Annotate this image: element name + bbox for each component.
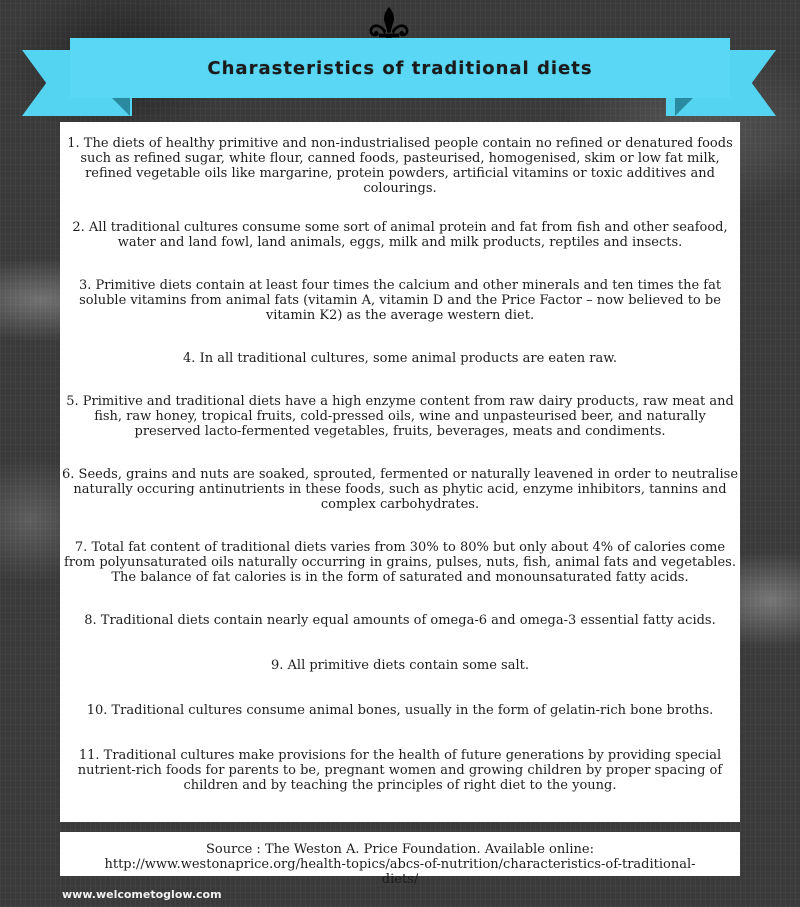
- point-7: 7. Total fat content of traditional diets varies from 30% to 80% but only about 4% of calories come from polyunsaturated oils naturally occurring in grains, pulses, nuts, fish, animal fats and vegetables. The balance of fat calories is in the form of saturated and monounsaturated fatty acids.: [64, 540, 736, 585]
- point-11: 11. Traditional cultures make provisions for the health of future generations by providing special nutrient-rich foods for parents to be, pregnant women and growing children by proper spacing of children and by teaching the principles of right diet to the young.: [77, 748, 723, 793]
- content-panel: [60, 122, 740, 822]
- point-10: 10. Traditional cultures consume animal bones, usually in the form of gelatin-rich bone broths.: [86, 703, 714, 718]
- page-title: Charasteristics of traditional diets: [207, 57, 593, 79]
- point-5: 5. Primitive and traditional diets have a high enzyme content from raw dairy products, raw meat and fish, raw honey, tropical fruits, cold-pressed oils, wine and unpasteurised beer, and naturally preserved lacto-fermented vegetables, fruits, beverages, meats and condiments.: [66, 394, 734, 439]
- point-3: 3. Primitive diets contain at least four times the calcium and other minerals and ten times the fat soluble vitamins from animal fats (vitamin A, vitamin D and the Price Factor – now believed to be vitamin K2) as the average western diet.: [78, 278, 722, 323]
- point-2: 2. All traditional cultures consume some sort of animal protein and fat from fish and other seafood, water and land fowl, land animals, eggs, milk and milk products, reptiles and insects.: [72, 220, 728, 250]
- title-banner: [70, 38, 730, 98]
- point-8: 8. Traditional diets contain nearly equal amounts of omega-6 and omega-3 essential fatty acids.: [84, 613, 716, 628]
- point-9: 9. All primitive diets contain some salt.: [270, 658, 529, 673]
- point-1: 1. The diets of healthy primitive and non-industrialised people contain no refined or denatured foods such as refined sugar, white flour, canned foods, pasteurised, homogenised, skim or low fat milk, refined vegetable oils like margarine, protein powders, artificial vitamins or toxic additives and colourings.: [67, 136, 733, 196]
- point-4: 4. In all traditional cultures, some animal products are eaten raw.: [183, 351, 617, 366]
- source-citation: Source : The Weston A. Price Foundation. Available online: http://www.westonaprice.org/health-topics/abcs-of-nutrition/characteristics-of-traditional-diets/: [60, 832, 740, 876]
- point-6: 6. Seeds, grains and nuts are soaked, sprouted, fermented or naturally leavened in order to neutralise naturally occuring antinutrients in these foods, such as phytic acid, enzyme inhibitors, tannins and complex carbohydrates.: [62, 467, 739, 512]
- footer-url: www.welcometoglow.com: [62, 888, 222, 901]
